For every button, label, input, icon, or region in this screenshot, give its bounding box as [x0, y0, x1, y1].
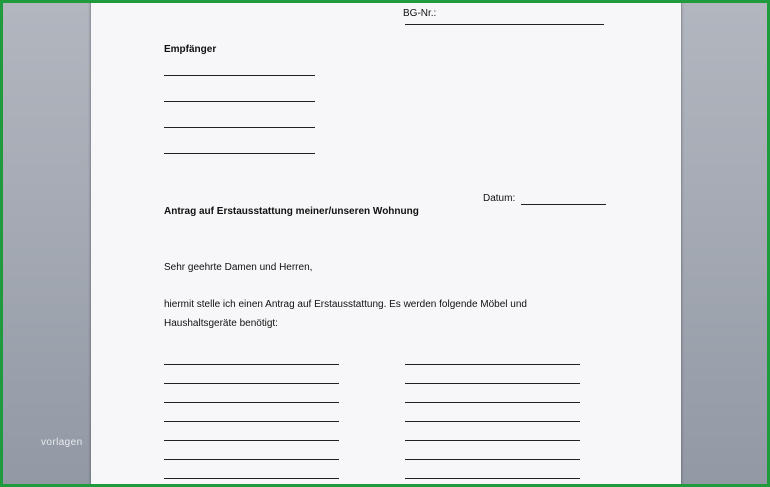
- item-line[interactable]: [164, 383, 339, 384]
- item-line[interactable]: [164, 364, 339, 365]
- document-page: [91, 0, 681, 487]
- item-line[interactable]: [405, 440, 580, 441]
- item-line[interactable]: [164, 402, 339, 403]
- item-line[interactable]: [164, 421, 339, 422]
- item-line[interactable]: [405, 364, 580, 365]
- recipient-line-1[interactable]: [164, 75, 315, 76]
- item-line[interactable]: [405, 478, 580, 479]
- item-line[interactable]: [405, 459, 580, 460]
- recipient-line-2[interactable]: [164, 101, 315, 102]
- item-line[interactable]: [405, 383, 580, 384]
- bg-number-label: BG-Nr.:: [403, 8, 437, 19]
- item-line[interactable]: [405, 402, 580, 403]
- bg-number-field[interactable]: [405, 24, 604, 25]
- item-line[interactable]: [405, 421, 580, 422]
- item-line[interactable]: [164, 478, 339, 479]
- recipient-line-4[interactable]: [164, 153, 315, 154]
- recipient-line-3[interactable]: [164, 127, 315, 128]
- salutation: Sehr geehrte Damen und Herren,: [164, 262, 313, 273]
- recipient-heading: Empfänger: [164, 44, 217, 55]
- item-line[interactable]: [164, 459, 339, 460]
- date-field[interactable]: [521, 204, 606, 205]
- item-line[interactable]: [164, 440, 339, 441]
- body-text-line-2: Haushaltsgeräte benötigt:: [164, 318, 278, 329]
- watermark: vorlagen: [41, 437, 83, 448]
- subject-line: Antrag auf Erstausstattung meiner/unseren Wohnung: [164, 206, 419, 217]
- body-text-line-1: hiermit stelle ich einen Antrag auf Erstausstattung. Es werden folgende Möbel und: [164, 299, 527, 310]
- date-label: Datum:: [483, 193, 516, 204]
